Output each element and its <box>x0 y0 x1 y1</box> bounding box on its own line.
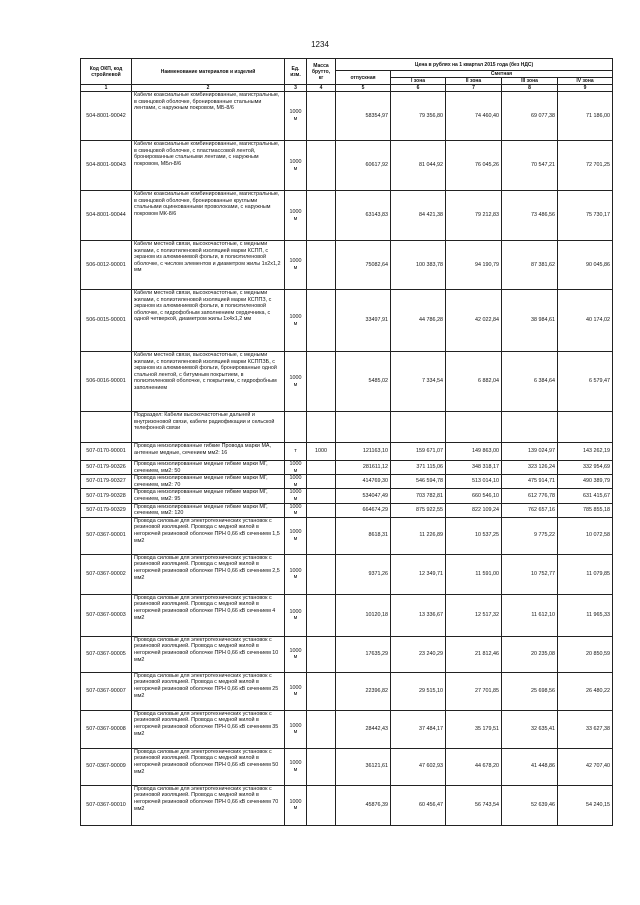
col-number: 9 <box>558 85 613 92</box>
table-row <box>81 191 613 241</box>
cell-price-zone-1: 47 602,93 <box>391 748 446 785</box>
cell-price-zone-3: 38 984,61 <box>502 290 558 352</box>
cell-price-otpusknaya: 22396,82 <box>336 672 391 710</box>
cell-price-zone-1: 44 786,28 <box>391 290 446 352</box>
cell-price-zone-4: 90 045,86 <box>558 241 613 290</box>
cell-mass <box>307 290 336 352</box>
table-row <box>81 290 613 352</box>
cell-code: 507-0179-90326 <box>81 461 132 475</box>
cell-price-zone-1: 37 484,17 <box>391 710 446 748</box>
cell-price-zone-2: 35 179,51 <box>446 710 502 748</box>
cell-price-zone-3: 9 775,22 <box>502 517 558 554</box>
cell-price-zone-4: 20 850,59 <box>558 636 613 672</box>
cell-name: Провода неизолированные медные гибкие марки МГ, сечением, мм2: 50 <box>132 461 285 475</box>
cell-price-zone-1: 703 782,81 <box>391 489 446 503</box>
cell-code: 506-0016-90001 <box>81 352 132 412</box>
cell-code: 507-0170-90001 <box>81 443 132 461</box>
cell-price-zone-3: 323 126,24 <box>502 461 558 475</box>
cell-mass <box>307 489 336 503</box>
cell-price-zone-4: 10 072,58 <box>558 517 613 554</box>
cell-unit: 1000 м <box>285 636 307 672</box>
table-row <box>81 710 613 748</box>
col-number: 1 <box>81 85 132 92</box>
cell-mass <box>307 503 336 517</box>
cell-price-zone-2: 76 045,26 <box>446 141 502 191</box>
cell-name: Кабели коаксиальные комбинированные, магистральные, в свинцовой оболочке, с пластмассовой лентой, бронированные стальными лентами, с наружным покровом, МБл-8/6 <box>132 141 285 191</box>
cell-name: Провода неизолированные медные гибкие марки МГ, сечением, мм2: 120 <box>132 503 285 517</box>
cell-mass <box>307 710 336 748</box>
cell-price-otpusknaya: 75082,64 <box>336 241 391 290</box>
header-zone-4: IV зона <box>558 78 613 85</box>
cell-price-zone-1: 159 671,07 <box>391 443 446 461</box>
cell-price-zone-1: 60 456,47 <box>391 785 446 825</box>
cell-mass <box>307 517 336 554</box>
cell-code: 504-8001-90042 <box>81 92 132 141</box>
table-row <box>81 503 613 517</box>
cell-unit: 1000 м <box>285 554 307 594</box>
cell-price-zone-2: 11 591,00 <box>446 554 502 594</box>
cell-code: 507-0367-90007 <box>81 672 132 710</box>
cell-price-otpusknaya: 8618,31 <box>336 517 391 554</box>
cell-price-otpusknaya: 10120,18 <box>336 594 391 636</box>
cell-price-zone-1: 371 115,06 <box>391 461 446 475</box>
cell-mass <box>307 554 336 594</box>
cell-unit: 1000 м <box>285 594 307 636</box>
cell-price-zone-4: 332 954,69 <box>558 461 613 475</box>
cell-unit: 1000 м <box>285 191 307 241</box>
table-row <box>81 241 613 290</box>
header-unit: Ед. изм. <box>285 59 307 85</box>
cell-price-zone-1: 12 349,71 <box>391 554 446 594</box>
cell-price-zone-3: 70 547,21 <box>502 141 558 191</box>
table-row <box>81 489 613 503</box>
cell-price-zone-2: 149 863,00 <box>446 443 502 461</box>
table-row <box>81 443 613 461</box>
cell-price-zone-3: 20 235,08 <box>502 636 558 672</box>
cell-mass <box>307 241 336 290</box>
table-row <box>81 636 613 672</box>
cell-price-otpusknaya: 36121,61 <box>336 748 391 785</box>
cell-price-zone-3: 25 698,56 <box>502 672 558 710</box>
table-row <box>81 352 613 412</box>
cell-mass <box>307 636 336 672</box>
cell-price-zone-3: 762 657,16 <box>502 503 558 517</box>
cell-name: Провода силовые для электротехнических установок с резиновой изоляцией. Провода с медной жилой в негорючей резиновой оболочке ПРН 0,66 кВ сечением 2,5 мм2 <box>132 554 285 594</box>
table-row <box>81 554 613 594</box>
cell-code: 507-0367-90001 <box>81 517 132 554</box>
cell-price-zone-4: 42 707,40 <box>558 748 613 785</box>
cell-code: 506-0012-90001 <box>81 241 132 290</box>
cell-code: 507-0367-90005 <box>81 636 132 672</box>
table-row <box>81 672 613 710</box>
cell-code: 507-0179-90329 <box>81 503 132 517</box>
cell-unit: 1000 м <box>285 503 307 517</box>
cell-price-zone-4: 11 965,33 <box>558 594 613 636</box>
col-number: 8 <box>502 85 558 92</box>
cell-price-zone-2: 513 014,10 <box>446 475 502 489</box>
table-body <box>81 92 613 826</box>
cell-price-otpusknaya: 281611,12 <box>336 461 391 475</box>
cell-price-zone-1: 81 044,92 <box>391 141 446 191</box>
table-row <box>81 594 613 636</box>
cell-price-zone-4: 631 415,67 <box>558 489 613 503</box>
cell-code: 504-8001-90044 <box>81 191 132 241</box>
cell-name: Провода силовые для электротехнических установок с резиновой изоляцией. Провода с медной жилой в негорючей резиновой оболочке ПРН 0,66 кВ сечением 50 мм2 <box>132 748 285 785</box>
col-number: 5 <box>336 85 391 92</box>
cell-name: Провода неизолированные медные гибкие марки МГ, сечением, мм2: 95 <box>132 489 285 503</box>
cell-price-zone-2: 660 546,10 <box>446 489 502 503</box>
cell-name: Кабели коаксиальные комбинированные, магистральные, в свинцовой оболочке, бронированные круглыми стальными оцинкованными проволоками, с наружным покровом МК-8/6 <box>132 191 285 241</box>
cell-code: 506-0015-90001 <box>81 290 132 352</box>
cell-price-zone-1: 875 922,55 <box>391 503 446 517</box>
subsection-title: Подраздел: Кабели высокочастотные дальней и внутризоновой связи, кабели радиофикации и сельской телефонной связи <box>132 412 285 443</box>
cell-price-otpusknaya: 45876,39 <box>336 785 391 825</box>
cell-price-zone-1: 7 334,54 <box>391 352 446 412</box>
cell-unit: 1000 м <box>285 517 307 554</box>
cell-price-otpusknaya: 63143,83 <box>336 191 391 241</box>
page-number: 1234 <box>311 40 329 49</box>
cell-mass <box>307 92 336 141</box>
cell-name: Провода неизолированные гибкие Провода марки МА, антенные медные, сечением мм2: 16 <box>132 443 285 461</box>
cell-code: 507-0367-90009 <box>81 748 132 785</box>
table-row <box>81 461 613 475</box>
cell-unit: 1000 м <box>285 141 307 191</box>
cell-price-zone-3: 11 612,10 <box>502 594 558 636</box>
header-code: Код ОКП, код стройлевой <box>81 59 132 85</box>
cell-price-zone-2: 12 517,32 <box>446 594 502 636</box>
cell-price-zone-1: 11 226,89 <box>391 517 446 554</box>
cell-name: Провода силовые для электротехнических установок с резиновой изоляцией. Провода с медной жилой в негорючей резиновой оболочке ПРН 0,66 кВ сечением 10 мм2 <box>132 636 285 672</box>
cell-price-otpusknaya: 17635,29 <box>336 636 391 672</box>
table-header <box>81 59 613 92</box>
cell-price-zone-3: 10 752,77 <box>502 554 558 594</box>
cell-price-zone-4: 143 262,19 <box>558 443 613 461</box>
cell-name: Провода силовые для электротехнических установок с резиновой изоляцией. Провода с медной жилой в негорючей резиновой оболочке ПРН 0,66 кВ сечением 1,5 мм2 <box>132 517 285 554</box>
cell-price-zone-4: 33 627,38 <box>558 710 613 748</box>
cell-name: Кабели местной связи, высокочастотные, с медными жилами, с полиэтиленовой изоляцией марки КСППЗ, с экраном из алюминиевой фольги, в полиэтиленовой оболочке, с гидрофобным заполнением сердечника, с одной четверкой, диаметром жилы 1х4х1,2 мм <box>132 290 285 352</box>
cell-price-zone-3: 6 384,64 <box>502 352 558 412</box>
cell-price-zone-3: 612 776,78 <box>502 489 558 503</box>
cell-name: Провода силовые для электротехнических установок с резиновой изоляцией. Провода с медной жилой в негорючей резиновой оболочке ПРН 0,66 кВ сечением 70 мм2 <box>132 785 285 825</box>
cell-mass <box>307 594 336 636</box>
col-number: 2 <box>132 85 285 92</box>
cell-name: Кабели коаксиальные комбинированные, магистральные, в свинцовой оболочке, бронированные стальными лентами, с наружным покровом, МБ-8/6 <box>132 92 285 141</box>
table-row <box>81 475 613 489</box>
header-mass: Масса брутто, кг <box>307 59 336 85</box>
header-zone-3: III зона <box>502 78 558 85</box>
cell-price-zone-4: 71 186,00 <box>558 92 613 141</box>
cell-unit: 1000 м <box>285 489 307 503</box>
cell-price-zone-3: 139 024,97 <box>502 443 558 461</box>
cell-price-zone-1: 100 383,78 <box>391 241 446 290</box>
table-row <box>81 141 613 191</box>
cell-price-zone-2: 10 537,25 <box>446 517 502 554</box>
cell-price-zone-2: 6 882,04 <box>446 352 502 412</box>
cell-mass <box>307 748 336 785</box>
cell-name: Кабели местной связи, высокочастотные, с медными жилами, с полиэтиленовой изоляцией марки КСППЗБ, с экраном из алюминиевой фольги, бронированные одной стальной лентой, с битумным покрытием, в полиэтиленовой оболочке, с покрытием, с гидрофобным заполнением <box>132 352 285 412</box>
table-row <box>81 92 613 141</box>
cell-name: Провода силовые для электротехнических установок с резиновой изоляцией. Провода с медной жилой в негорючей резиновой оболочке ПРН 0,66 кВ сечением 25 мм2 <box>132 672 285 710</box>
header-price-title: Цена в рублях на 1 квартал 2015 года (без НДС) <box>336 59 613 71</box>
cell-unit: 1000 м <box>285 92 307 141</box>
header-smetnaya: Сметная <box>391 71 613 78</box>
cell-price-zone-2: 822 109,24 <box>446 503 502 517</box>
cell-price-zone-3: 69 077,38 <box>502 92 558 141</box>
cell-price-zone-2: 21 812,46 <box>446 636 502 672</box>
cell-mass <box>307 461 336 475</box>
cell-code: 507-0367-90002 <box>81 554 132 594</box>
cell-price-otpusknaya: 28442,43 <box>336 710 391 748</box>
cell-unit: 1000 м <box>285 785 307 825</box>
cell-price-otpusknaya: 58354,97 <box>336 92 391 141</box>
cell-price-zone-4: 40 174,02 <box>558 290 613 352</box>
cell-price-otpusknaya: 33497,91 <box>336 290 391 352</box>
cell-mass <box>307 352 336 412</box>
cell-price-zone-3: 475 914,71 <box>502 475 558 489</box>
cell-price-zone-1: 23 240,29 <box>391 636 446 672</box>
table-row <box>81 785 613 825</box>
cell-unit: 1000 м <box>285 475 307 489</box>
cell-price-otpusknaya: 5485,02 <box>336 352 391 412</box>
cell-mass <box>307 191 336 241</box>
cell-price-zone-1: 29 515,10 <box>391 672 446 710</box>
cell-price-zone-3: 32 635,41 <box>502 710 558 748</box>
cell-price-zone-3: 41 448,86 <box>502 748 558 785</box>
cell-unit: 1000 м <box>285 672 307 710</box>
cell-price-zone-2: 42 022,84 <box>446 290 502 352</box>
cell-price-zone-2: 56 743,54 <box>446 785 502 825</box>
cell-price-zone-4: 785 855,18 <box>558 503 613 517</box>
cell-price-zone-2: 44 678,20 <box>446 748 502 785</box>
cell-mass <box>307 672 336 710</box>
cell-price-zone-1: 84 421,38 <box>391 191 446 241</box>
cell-price-otpusknaya: 9371,26 <box>336 554 391 594</box>
cell-code: 507-0179-90327 <box>81 475 132 489</box>
cell-unit: 1000 м <box>285 290 307 352</box>
cell-code: 507-0367-90010 <box>81 785 132 825</box>
col-number: 6 <box>391 85 446 92</box>
cell-price-zone-1: 79 356,80 <box>391 92 446 141</box>
header-name: Наименование материалов и изделий <box>132 59 285 85</box>
cell-price-zone-2: 94 190,79 <box>446 241 502 290</box>
cell-price-zone-2: 348 318,17 <box>446 461 502 475</box>
cell-mass <box>307 785 336 825</box>
table-row <box>81 517 613 554</box>
cell-unit: 1000 м <box>285 710 307 748</box>
cell-name: Провода силовые для электротехнических установок с резиновой изоляцией. Провода с медной жилой в негорючей резиновой оболочке ПРН 0,66 кВ сечением 4 мм2 <box>132 594 285 636</box>
cell-price-otpusknaya: 60617,92 <box>336 141 391 191</box>
col-number: 7 <box>446 85 502 92</box>
cell-price-otpusknaya: 534047,49 <box>336 489 391 503</box>
cell-price-otpusknaya: 414769,30 <box>336 475 391 489</box>
cell-name: Провода неизолированные медные гибкие марки МГ, сечением, мм2: 70 <box>132 475 285 489</box>
cell-price-zone-4: 6 579,47 <box>558 352 613 412</box>
cell-price-zone-3: 87 381,62 <box>502 241 558 290</box>
cell-price-zone-4: 72 701,25 <box>558 141 613 191</box>
cell-code: 507-0367-90003 <box>81 594 132 636</box>
cell-name: Кабели местной связи, высокочастотные, с медными жилами, с полиэтиленовой изоляцией марки КСПП, с экраном из алюминиевой фольги, в полиэтиленовой оболочке, с числом элементов и диаметром жилы 1х2х1,2 мм <box>132 241 285 290</box>
cell-mass: 1000 <box>307 443 336 461</box>
cell-price-zone-4: 26 480,22 <box>558 672 613 710</box>
cell-unit: т <box>285 443 307 461</box>
header-zone-2: II зона <box>446 78 502 85</box>
cell-code: 504-8001-90043 <box>81 141 132 191</box>
col-number: 3 <box>285 85 307 92</box>
cell-price-zone-2: 79 212,83 <box>446 191 502 241</box>
cell-price-zone-2: 27 701,85 <box>446 672 502 710</box>
cell-price-zone-4: 11 079,85 <box>558 554 613 594</box>
cell-price-zone-3: 52 639,46 <box>502 785 558 825</box>
cell-mass <box>307 475 336 489</box>
cell-code: 507-0179-90328 <box>81 489 132 503</box>
cell-unit: 1000 м <box>285 352 307 412</box>
cell-price-zone-4: 54 240,15 <box>558 785 613 825</box>
cell-name: Провода силовые для электротехнических установок с резиновой изоляцией. Провода с медной жилой в негорючей резиновой оболочке ПРН 0,66 кВ сечением 35 мм2 <box>132 710 285 748</box>
cell-unit: 1000 м <box>285 461 307 475</box>
price-table <box>80 58 613 826</box>
table-row <box>81 748 613 785</box>
cell-unit: 1000 м <box>285 748 307 785</box>
cell-price-zone-2: 74 460,40 <box>446 92 502 141</box>
col-number: 4 <box>307 85 336 92</box>
cell-code: 507-0367-90008 <box>81 710 132 748</box>
cell-mass <box>307 141 336 191</box>
cell-price-zone-1: 13 336,67 <box>391 594 446 636</box>
cell-price-zone-4: 75 730,17 <box>558 191 613 241</box>
cell-price-otpusknaya: 121163,10 <box>336 443 391 461</box>
header-otpusknaya: отпускная <box>336 71 391 85</box>
subsection-row <box>81 412 613 443</box>
cell-price-zone-4: 490 389,79 <box>558 475 613 489</box>
cell-price-zone-1: 546 594,78 <box>391 475 446 489</box>
cell-price-zone-3: 73 486,56 <box>502 191 558 241</box>
header-zone-1: I зона <box>391 78 446 85</box>
cell-price-otpusknaya: 664674,29 <box>336 503 391 517</box>
cell-unit: 1000 м <box>285 241 307 290</box>
